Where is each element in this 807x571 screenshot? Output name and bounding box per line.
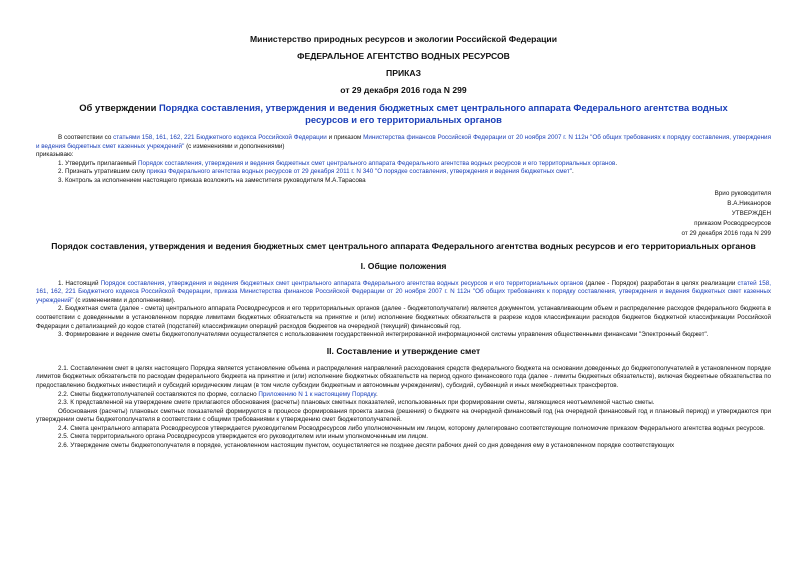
approved-date: от 29 декабря 2016 года N 299 [681,230,771,238]
section-2-paragraph-2-4: 2.4. Смета центрального аппарата Росводресурсов утверждается руководителем Росводресурсов либо уполномоченным им лицом, которому делегировано соответствующие полномочие приказом Федерального агентства водных ресурсов. [58,424,765,432]
section-1-paragraph-3: 3. Формирование и ведение сметы бюджетополучателями осуществляется с использованием государственной интегрированной информационной системы управления общественными финансами "Электронный бюджет". [58,331,709,339]
section-2-paragraph-2-2: 2.2. Сметы бюджетополучателей составляются по форме, согласно Приложению N 1 к настоящему Порядку. [58,390,378,398]
approved-label: УТВЕРЖДЕН [731,209,771,217]
document-type: ПРИКАЗ [386,68,421,78]
order-item-3: 3. Контроль за исполнением настоящего приказа возложить на заместителя руководителя М.А.Тарасова [58,176,366,184]
appendix-1-link[interactable]: Приложению N 1 к настоящему Порядку [258,390,376,398]
signer-role: Врио руководителя [714,189,771,197]
procedure-title: Порядок составления, утверждения и ведения бюджетных смет центрального аппарата Федерального агентства водных ресурсов и его территориальных органов [51,240,756,251]
section-2-paragraph-2-3b: Обоснования (расчеты) плановых сметных показателей формируются в процессе формирования проекта закона (решения) о бюджете на очередной финансовый год (на очередной финансовый год и плановый период) и утверждаются при утверждении сметы бюджетополучателя в соответствии с общими требованиями к утверждению смет бюджетополучателей. [36,407,771,424]
budget-code-link[interactable]: статьями 158, 161, 162, 221 Бюджетного кодекса Российской Федерации [113,134,327,141]
procedure-link[interactable]: Порядок составления, утверждения и ведения бюджетных смет центрального аппарата Федерального агентства водных ресурсов и его территориальных органов [138,159,616,167]
agency-name: ФЕДЕРАЛЬНОЕ АГЕНТСТВО ВОДНЫХ РЕСУРСОВ [297,51,510,61]
section-1-paragraph-1: 1. Настоящий Порядок составления, утверждения и ведения бюджетных смет центрального аппарата Федерального агентства водных ресурсов и его территориальных органов (далее - Порядок) разработан в целях реализации статей 158, 161, 162, 221 Бюджетного кодекса Российской Федерации, приказа Министерства финансов Российской Федерации от 20 ноября 2007 г. N 112н "Об общих требованиях к порядку составления, утверждения и ведения бюджетных смет казенных учреждений" (с изменениями и дополнениями). [36,279,772,304]
section-1-heading: I. Общие положения [360,260,447,271]
order-item-1: 1. Утвердить прилагаемый Порядок составления, утверждения и ведения бюджетных смет центрального аппарата Федерального агентства водных ресурсов и его территориальных органов. [58,159,618,167]
title-prefix: Об утверждении [79,102,159,113]
signer-name: В.А.Никаноров [727,199,771,207]
section-2-paragraph-2-6: 2.6. Утверждение сметы бюджетополучателя в порядке, установленном настоящим пунктом, осуществляется не позднее десяти рабочих дней со дня доведения ему в установленном порядке соответствующих [58,442,675,450]
ministry-name: Министерство природных ресурсов и экологии Российской Федерации [250,34,557,44]
order-item-2: 2. Признать утратившим силу приказ Федерального агентства водных ресурсов от 29 декабря 2011 г. N 340 "О порядке составления, утверждения и ведения бюджетных смет". [58,168,574,176]
approved-by-order: приказом Росводресурсов [694,220,771,228]
budget-code-articles-link[interactable]: статей 158, 161, 162, 221 Бюджетного кодекса Российской Федерации [36,279,772,296]
section-2-paragraph-2-1: 2.1. Составлением смет в целях настоящего Порядка является установление объема и распределения направлений расходования средств федерального бюджета на основании доведенных до бюджетополучателей в установленном порядке лимитов бюджетных обязательств по расходам федерального бюджета на принятие и (или) исполнение бюджетных обязательств на период одного финансового года (далее - лимиты бюджетных обязательств), включая бюджетные обязательства по предоставлению бюджетных инвестиций и субсидий юридическим лицам (в том числе субсидии бюджетным и автономным учреждениям), субсидий, субвенций и иных межбюджетных трансфертов. [36,364,771,389]
signature-block [36,189,771,240]
section-2-heading: II. Составление и утверждение смет [326,345,481,356]
document-date: от 29 декабря 2016 года N 299 [340,85,467,95]
document-title [36,102,771,126]
title-link[interactable]: Порядка составления, утверждения и ведения бюджетных смет центрального аппарата Федерального агентства водных ресурсов и его территориальных органов [158,102,728,125]
procedure-link-2[interactable]: Порядок составления, утверждения и ведения бюджетных смет центрального аппарата Федерального агентства водных ресурсов и его территориальных органов [100,279,584,287]
minfin-order-link[interactable]: Министерства финансов Российской Федерации от 20 ноября 2007 г. N 112н "Об общих требованиях к порядку составления, утверждения и ведения бюджетных смет казенных учреждений" [36,134,771,150]
repealed-order-link[interactable]: приказ Федерального агентства водных ресурсов от 29 декабря 2011 г. N 340 "О порядке составления, утверждения и ведения бюджетных смет" [146,168,572,176]
minfin-order-link-2[interactable]: приказа Министерства финансов Российской Федерации от 20 ноября 2007 г. N 112н "Об общих требованиях к порядку составления, утверждения и ведения бюджетных смет казенных учреждений" [36,288,772,304]
preamble-paragraph: В соответствии со статьями 158, 161, 162, 221 Бюджетного кодекса Российской Федерации и приказом Министерства финансов Российской Федерации от 20 ноября 2007 г. N 112н "Об общих требованиях к порядку составления, утверждения и ведения бюджетных смет казенных учреждений" (с изменениями и дополнениями) [36,134,771,150]
section-1-paragraph-2: 2. Бюджетная смета (далее - смета) центрального аппарата Росводресурсов и его территориальных органов (далее - бюджетополучатели) является документом, устанавливающим объем и распределение расходов федерального бюджета в соответствии с доведенными в установленном порядке лимитами бюджетных обязательств на принятие и (или) исполнение бюджетных обязательств в разрезе кодов классификации расходов бюджетов бюджетной классификации Российской Федерации с детализацией до кодов статей (подстатей) классификации операций расходов бюджетов на очередной (текущий) финансовый год. [36,305,771,330]
orders-word: приказываю: [36,151,74,159]
section-2-paragraph-2-5: 2.5. Смета территориального органа Росводресурсов утверждается его руководителем или иным уполномоченным им лицом. [58,433,429,441]
section-2-paragraph-2-3: 2.3. К представленной на утверждение смете прилагаются обоснования (расчеты) плановых сметных показателей, использованных при формировании сметы, являющиеся неотъемлемой частью сметы. [58,399,655,407]
